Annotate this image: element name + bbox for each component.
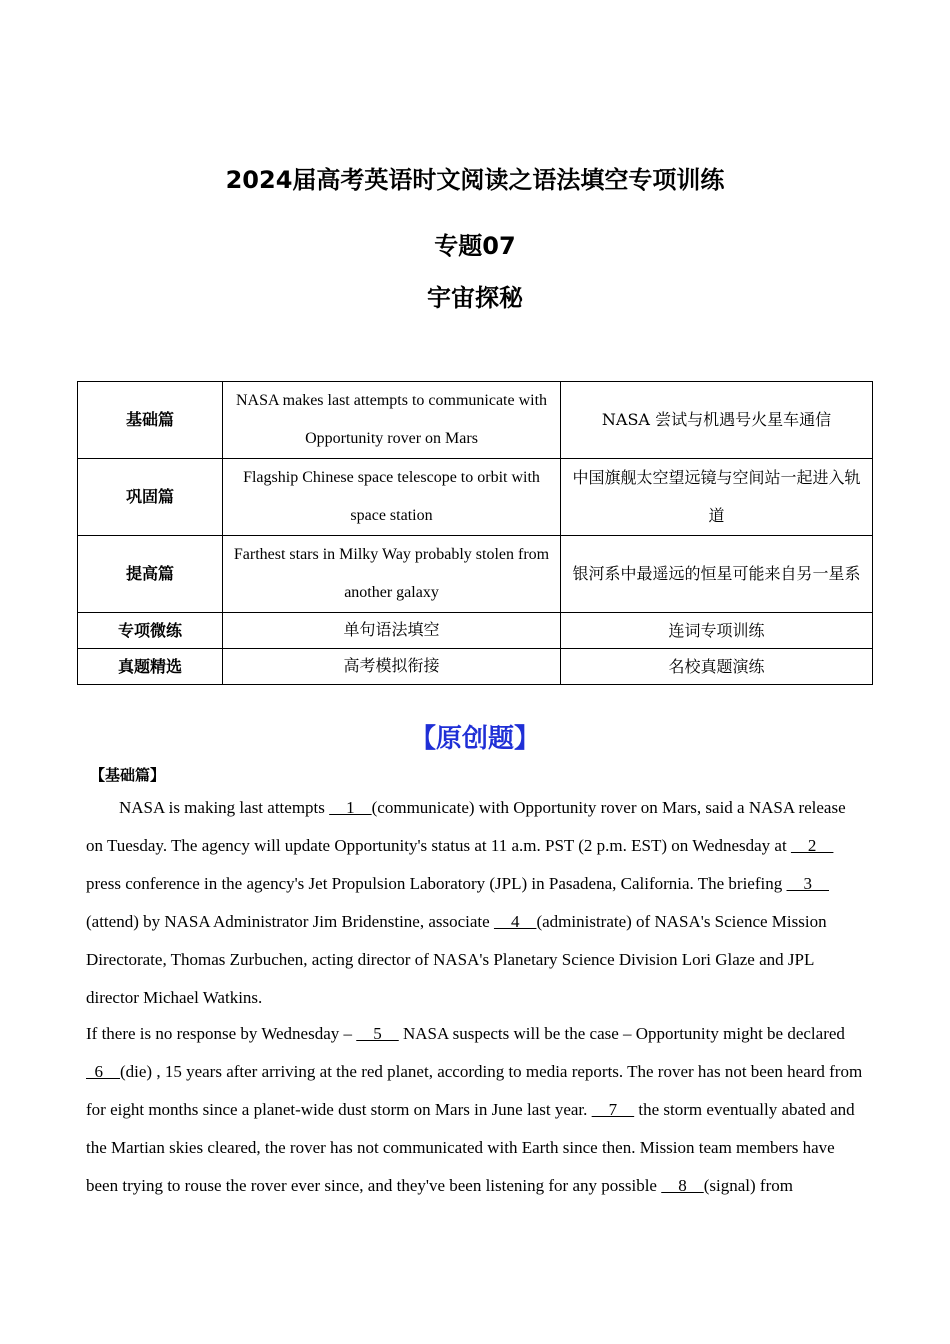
level-cell: 巩固篇 <box>78 459 223 536</box>
level-cell: 基础篇 <box>78 382 223 459</box>
level-cell: 提高篇 <box>78 536 223 613</box>
section-subheading: 【基础篇】 <box>90 766 166 784</box>
overview-table <box>77 381 873 685</box>
english-title-cell: Flagship Chinese space telescope to orbit with space station <box>223 459 561 536</box>
english-title-cell: 单句语法填空 <box>223 613 561 649</box>
chinese-title-cell: NASA 尝试与机遇号火星车通信 <box>561 382 873 459</box>
answer-blank: 8 <box>661 1176 704 1195</box>
chinese-title-cell: 连词专项训练 <box>561 613 873 649</box>
english-title-cell: NASA makes last attempts to communicate with Opportunity rover on Mars <box>223 382 561 459</box>
table-row <box>78 536 873 613</box>
topic-name: 宇宙探秘 <box>427 284 523 312</box>
passage-text: press conference in the agency's Jet Propulsion Laboratory (JPL) in Pasadena, California. The briefing <box>86 874 787 893</box>
chinese-title-cell: 银河系中最遥远的恒星可能来自另一星系 <box>561 536 873 613</box>
answer-blank: 4 <box>493 912 537 931</box>
passage-text: (die) , 15 years after arriving at the red planet, according to media reports. The rover has not been heard from for eight months since a planet-wide dust storm on Mars in June last year. <box>86 1062 863 1119</box>
answer-blank: 7 <box>591 1100 635 1119</box>
passage-paragraph <box>86 1015 866 1205</box>
section-heading: 【原创题】 <box>409 724 540 754</box>
passage-text: (attend) by NASA Administrator Jim Bridenstine, associate <box>86 912 494 931</box>
table-row <box>78 649 873 685</box>
chinese-title-cell: 名校真题演练 <box>561 649 873 685</box>
answer-blank: 2 <box>790 836 834 855</box>
table-row <box>78 382 873 459</box>
passage-paragraph <box>86 789 866 1017</box>
level-cell: 专项微练 <box>78 613 223 649</box>
english-title-cell: Farthest stars in Milky Way probably stolen from another galaxy <box>223 536 561 613</box>
passage-text: (administrate) of NASA's Science Mission Directorate, Thomas Zurbuchen, acting director of NASA's Planetary Science Division Lori Glaze and JPL director Michael Watkins. <box>86 912 827 1007</box>
topic-number: 专题07 <box>434 232 516 260</box>
answer-blank: 1 <box>329 798 372 817</box>
passage-text: (signal) from <box>703 1176 793 1195</box>
passage-text: NASA is making last attempts <box>119 798 330 817</box>
passage-text: the storm eventually abated and the Martian skies cleared, the rover has not communicated with Earth since then. Mission team members have been trying to rouse the rover ever since, and they've been listening for any possible <box>86 1100 855 1195</box>
passage-text: NASA suspects will be the case – Opportunity might be declared <box>398 1024 845 1043</box>
passage-text: If there is no response by Wednesday – <box>86 1024 357 1043</box>
answer-blank: 3 <box>786 874 829 893</box>
level-cell: 真题精选 <box>78 649 223 685</box>
chinese-title-cell: 中国旗舰太空望远镜与空间站一起进入轨道 <box>561 459 873 536</box>
answer-blank: 6 <box>86 1062 120 1081</box>
table-row <box>78 459 873 536</box>
table-row <box>78 613 873 649</box>
document-title: 2024届高考英语时文阅读之语法填空专项训练 <box>225 166 725 194</box>
english-title-cell: 高考模拟衔接 <box>223 649 561 685</box>
answer-blank: 5 <box>356 1024 399 1043</box>
passage-text: (communicate) with Opportunity rover on Mars, said a NASA release on Tuesday. The agency will update Opportunity's status at 11 a.m. PST (2 p.m. EST) on Wednesday at <box>86 798 846 855</box>
